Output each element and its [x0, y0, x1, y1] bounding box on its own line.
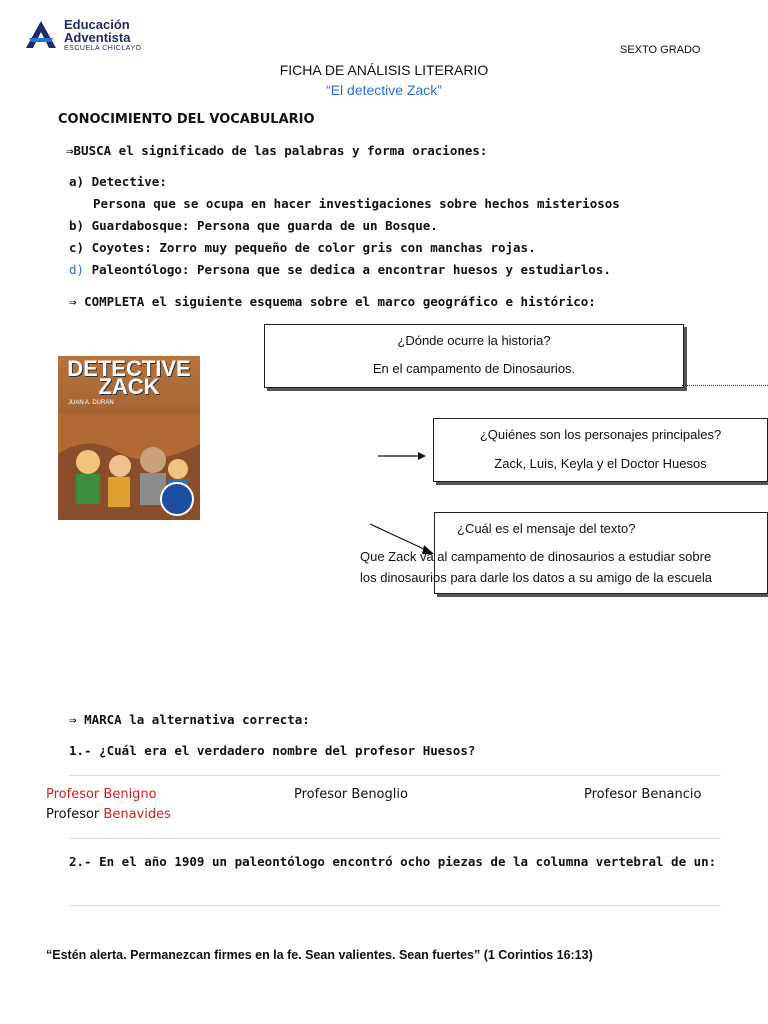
vocab-instruction [66, 143, 487, 158]
box-question: ¿Dónde ocurre la historia? [397, 333, 551, 348]
option-benoglio[interactable]: Profesor Benoglio [294, 787, 408, 802]
message-answer-line-2: los dinosaurios para darle los datos a su amigo de la escuela [360, 570, 712, 585]
footer-quote: “Estén alerta. Permanezcan firmes en la fe. Sean valientes. Sean fuertes” (1 Corintios 16:13) [46, 948, 593, 962]
book-cover-badge-icon [160, 482, 194, 516]
divider [69, 775, 721, 776]
logo-line-2: Adventista [64, 30, 131, 45]
mark-instruction-text: MARCA la alternativa correcta: [84, 712, 310, 727]
vocab-item-b [69, 218, 438, 233]
logo-mark-icon [24, 18, 58, 52]
schema-box-where [264, 324, 684, 388]
divider [69, 905, 721, 906]
question-2: 2.- En el año 1909 un paleontólogo encontró ocho piezas de la columna vertebral de un: [69, 854, 717, 869]
schema-instruction-text: COMPLETA el siguiente esquema sobre el marco geográfico e histórico: [84, 294, 596, 309]
vocab-letter: c) [69, 240, 85, 255]
arrow-right-icon: ⇒ [69, 294, 77, 309]
page-subtitle: “El detective Zack” [326, 82, 442, 98]
schema-box-characters [433, 418, 768, 482]
box-answer: Zack, Luis, Keyla y el Doctor Huesos [494, 456, 707, 471]
book-cover-title: DETECTIVE ZACK [67, 356, 191, 399]
vocab-item-c [69, 240, 536, 255]
vocab-item-a [69, 174, 167, 189]
logo-line-3: ESCUELA CHICLAYO [64, 45, 142, 52]
logo-line-1: Educación [64, 17, 130, 32]
mark-instruction [69, 712, 310, 727]
question-1: 1.- ¿Cuál era el verdadero nombre del profesor Huesos? [69, 743, 476, 758]
message-answer-line-1: Que Zack va al campamento de dinosaurios a estudiar sobre [360, 549, 712, 564]
vocab-text: Coyotes: Zorro muy pequeño de color gris con manchas rojas. [91, 240, 536, 255]
vocab-heading: CONOCIMIENTO DEL VOCABULARIO [58, 112, 315, 127]
arrow-to-characters-icon [378, 448, 428, 464]
box-question: ¿Cuál es el mensaje del texto? [457, 521, 636, 536]
vocab-text: Detective: [91, 174, 167, 189]
book-cover-author: JUAN A. DURAN [68, 400, 114, 406]
school-logo [24, 18, 142, 53]
option-benigno[interactable]: Profesor Benigno [46, 787, 157, 802]
vocab-letter: a) [69, 174, 85, 189]
schema-instruction [69, 294, 596, 309]
box-answer: En el campamento de Dinosaurios. [372, 361, 576, 376]
vocab-letter: d) [69, 262, 85, 277]
vocab-instruction-text: BUSCA el significado de las palabras y forma oraciones: [73, 143, 488, 158]
arrow-right-icon: ⇒ [69, 712, 77, 727]
box-question: ¿Quiénes son los personajes principales? [479, 427, 722, 442]
divider [69, 838, 721, 839]
arrow-right-icon: ⇒ [66, 143, 74, 158]
book-cover-image [58, 356, 200, 520]
page-title: FICHA DE ANÁLISIS LITERARIO [279, 62, 489, 78]
vocab-text: Guardabosque: Persona que guarda de un Bosque. [91, 218, 438, 233]
option-benancio[interactable]: Profesor Benancio [584, 787, 702, 802]
vocab-letter: b) [69, 218, 85, 233]
dotted-connector [682, 385, 768, 386]
vocab-item-a-definition: Persona que se ocupa en hacer investigaciones sobre hechos misteriosos [93, 196, 620, 211]
grade-label: SEXTO GRADO [620, 44, 701, 56]
option-benavides[interactable]: Profesor Benavides [46, 807, 171, 822]
vocab-text: Paleontólogo: Persona que se dedica a encontrar huesos y estudiarlos. [91, 262, 611, 277]
vocab-item-d [69, 262, 611, 277]
